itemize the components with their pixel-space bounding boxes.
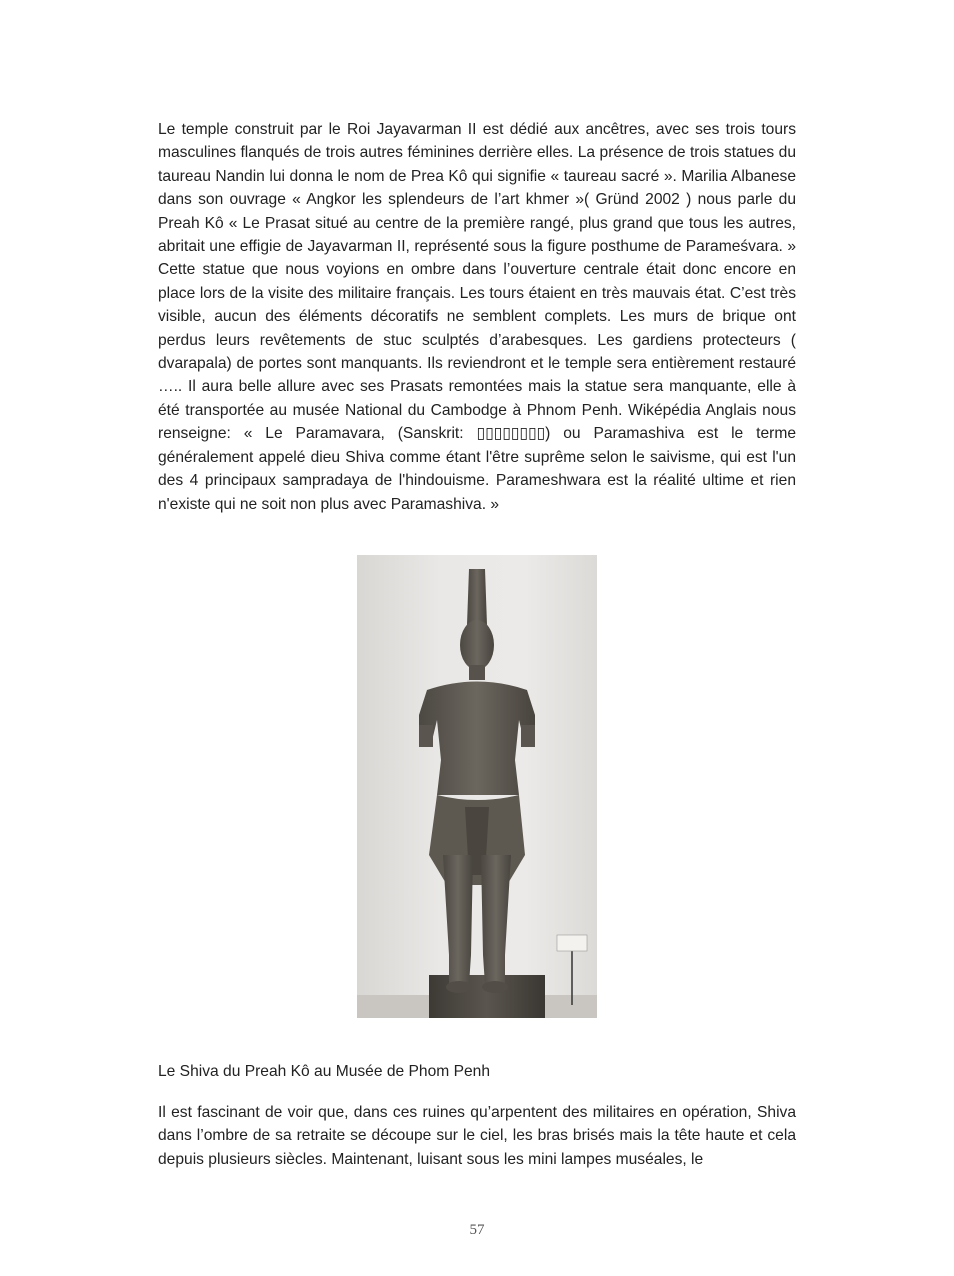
body-paragraph-1 — [158, 118, 796, 516]
paragraph-text: Le temple construit par le Roi Jayavarman II est dédié aux ancêtres, avec ses trois tours masculines flanqués de trois autres féminines derrière elles. La présence de trois statues du taureau Nandin lui donna le nom de Prea Kô qui signifie « taureau sacré ». Marilia Albanese dans son ouvrage « Angkor les splendeurs de l’art khmer »( Gründ 2002 ) nous parle du Preah Kô « Le Prasat situé au centre de la première rangé, plus grand que tous les autres, abritait une effigie de Jayavarman II, représenté sous la figure posthume de Parameśvara. » Cette statue que nous voyions en ombre dans l’ouverture centrale était donc encore en place lors de la visite des militaire français. Les tours étaient en très mauvais état. C’est très visible, aucun des éléments décoratifs ne semblent complets. Les murs de brique ont perdus leurs revêtements de stuc sculptés d’arabesques. Les gardiens protecteurs ( dvarapala) de portes sont manquants. Ils reviendront et le temple sera entièrement restauré ….. Il aura belle allure avec ses Prasats remontées mais la statue sera manquante, elle à été transportée au musée National du Cambodge à Phnom Penh. Wiképédia Anglais nous renseigne: « Le Paramavara, (Sanskrit: ▯▯▯▯▯▯▯▯) ou Paramashiva est le terme généralement appelé dieu Shiva comme étant l'être suprême selon le saivisme, qui est l'un des 4 principaux sampradaya de l'hindouisme. Parameshwara est la réalité ultime et rien n'existe qui ne soit non plus avec Paramashiva. » — [158, 121, 796, 513]
crown — [467, 569, 487, 625]
museum-label — [557, 935, 587, 951]
statue-illustration — [357, 555, 597, 1018]
paragraph-text: Il est fascinant de voir que, dans ces ruines qu’arpentent des militaires en opération, Shiva dans l’ombre de sa retraite se découpe sur le ciel, les bras brisés mais la tête haute et cela depuis plusieurs siècles. Maintenant, luisant sous les mini lampes muséales, le — [158, 1104, 796, 1168]
left-leg — [443, 855, 473, 985]
figure-caption: Le Shiva du Preah Kô au Musée de Phom Penh — [158, 1063, 491, 1080]
page-number: 57 — [469, 1222, 485, 1238]
shiva-statue-photo — [357, 555, 597, 1018]
torso — [419, 682, 535, 796]
body-paragraph-2 — [158, 1101, 796, 1171]
right-leg — [481, 855, 511, 985]
head — [460, 620, 494, 670]
